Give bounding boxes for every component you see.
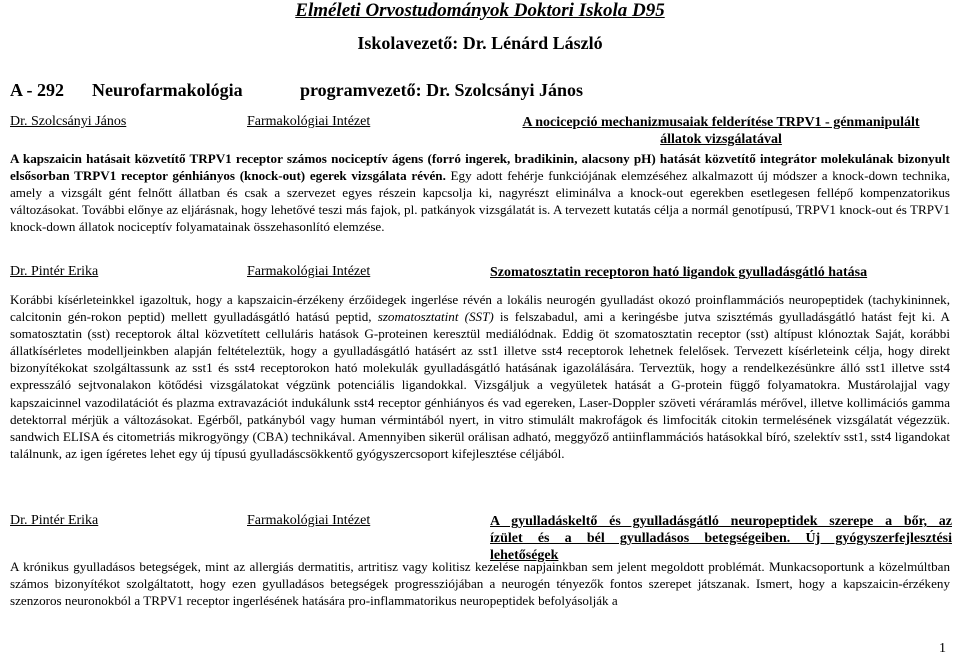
topic-title: Szomatosztatin receptoron ható ligandok gyulladásgátló hatása [490,265,868,280]
topic-title [490,114,952,148]
supervisor-name: Dr. Pintér Erika [10,513,99,528]
description-bold: A kapszaicin hatásait közvetítő TRPV1 receptor számos nociceptív ágens (forró ingerek, bradikinin, alacsony pH) hatását közvetítő integrátor molekulának bizonyult elsősorban TRPV1 receptor génhiányos (knock-out) egerek vizsgálata révén. [10,151,950,184]
institute-name: Farmakológiai Intézet [247,264,371,279]
doctoral-school-title: Elméleti Orvostudományok Doktori Iskola D95 [295,0,665,21]
supervisor-name: Dr. Szolcsányi János [10,114,127,129]
program-name: Neurofarmakológia [92,80,243,100]
institute-name: Farmakológiai Intézet [247,114,371,129]
description-text: is felszabadul, ami a keringésbe jutva szisztémás gyulladásgátló hatást fejt ki. A somatosztatin (sst) receptorok által közvetített celluláris hatások G-proteinen keresztül mediálódnak. Eddig öt szomatosztatin receptor (sst) altípust klónoztak Saját, korábbi állatkísérletes modelljeinkben alapján feltételeztük, hogy a gyulladásgátló hatásért az sst1 illetve sst4 receptorok lehetnek felelősek. Tervezett kísérleteink célja, hogy direkt bizonyítékokat szolgáltassunk az sst1 és sst4 receptorokon ható molekulák gyulladásgátló hatásának igazolálására. Terveztük, hogy a rendelkezésünkre álló sst1 illetve sst4 expresszáló sejtvonalakon kötődési vizsgálatokat végzünk potenciális ligandokkal. Vizsgáljuk a vegyületek hatását a G-protein függő folyamatokra. Mustárolajjal vagy kapszaicinnel vazodilatációt és plazma extravazációt indukálunk sst4 receptor génhiányos és vad egereken, Laser-Doppler szöveti véráramlás mérővel, illetve kollimációs gamma detektorral mérjük a változásokat. Egérből, patkányból vagy human vérmintából nyert, in vitro stimulált makrofágok és limfociták citokin termelésének vizsgálatát végezzük. sandwich ELISA és citometriás mikrogyöngy (CBA) technikával. Amennyiben sikerül orálisan adható, meggyőző antiinflammációs hatásokkal bíró, szelektív sst1, sst4 ligandokat találnunk, az igen ígéretes lehet egy új típusú gyulladáscsökkentő gyógyszercsoport kifejlesztése céljából. [10,309,950,461]
description-text: Korábbi kísérleteinkkel igazoltuk, hogy a kapszaicin-érzékeny érzőidegek ingerlése révén a lokális neurogén gyulladást okozó proinflammációs neuropeptidek (tachykininnek, calcitonin gén-rokon peptid) mellett gyulladásgátló hatású peptid, [10,292,950,325]
description-italic: szomatosztatint (SST) [377,309,494,325]
topic-title [490,513,952,564]
school-leader: Iskolavezető: Dr. Lénárd László [357,33,603,53]
topic-title-line: A gyulladáskeltő és gyulladásgátló neuropeptidek szerepe a bőr, az [490,514,952,529]
description-text: Egy adott fehérje funkciójának elemzéséhez alkalmazott új módszer a knock-down technika, amely a vizsgált gént felnőtt állatban és csak a szervezet egyes részein kapcsolja ki, nagyrészt eliminálva a knock-out egerekben esetlegesen fellépő kompenzatorikus változásokat. További előnye az eljárásnak, hogy lehetővé teszi más fajok, pl. patkányok vizsgálatát is. A tervezett kutatás célja a normál genotípusú, TRPV1 knock-out és TRPV1 knock-down állatok nociceptív folyamatainak összehasonlító elemzése. [10,168,950,235]
program-leader: programvezető: Dr. Szolcsányi János [300,80,583,100]
page-number: 1 [939,641,946,656]
supervisor-name: Dr. Pintér Erika [10,264,99,279]
topic-title-line: állatok vizsgálatával [660,132,782,147]
topic-title-line: ízület és a bél gyulladásos betegségeiben. Új gyógyszerfejlesztési [490,531,952,546]
topic-title-line: A nocicepció mechanizmusaiak felderítése TRPV1 - génmanipulált [522,115,920,130]
topic-description [10,291,950,462]
topic-description [10,150,950,235]
program-code: A - 292 [10,80,64,100]
institute-name: Farmakológiai Intézet [247,513,371,528]
topic-title-line: lehetőségek [490,548,559,563]
topic-description: A krónikus gyulladásos betegségek, mint az allergiás dermatitis, artritisz vagy kolitisz kezelése napjainkban sem jelent megoldott problémát. Munkacsoportunk a közelmúltban számos bizonyítékot szolgáltatott, hogy ezen gyulladásos betegségek progressziójában a neurogén tényezők fontos szerepet játszanak. Ismert, hogy a kapszaicin-érzékeny szenzoros neuronokból a TRPV1 receptor ingerlésének hatására pro-inflammatorikus neuropeptidek befolyásolják a [10,559,950,609]
